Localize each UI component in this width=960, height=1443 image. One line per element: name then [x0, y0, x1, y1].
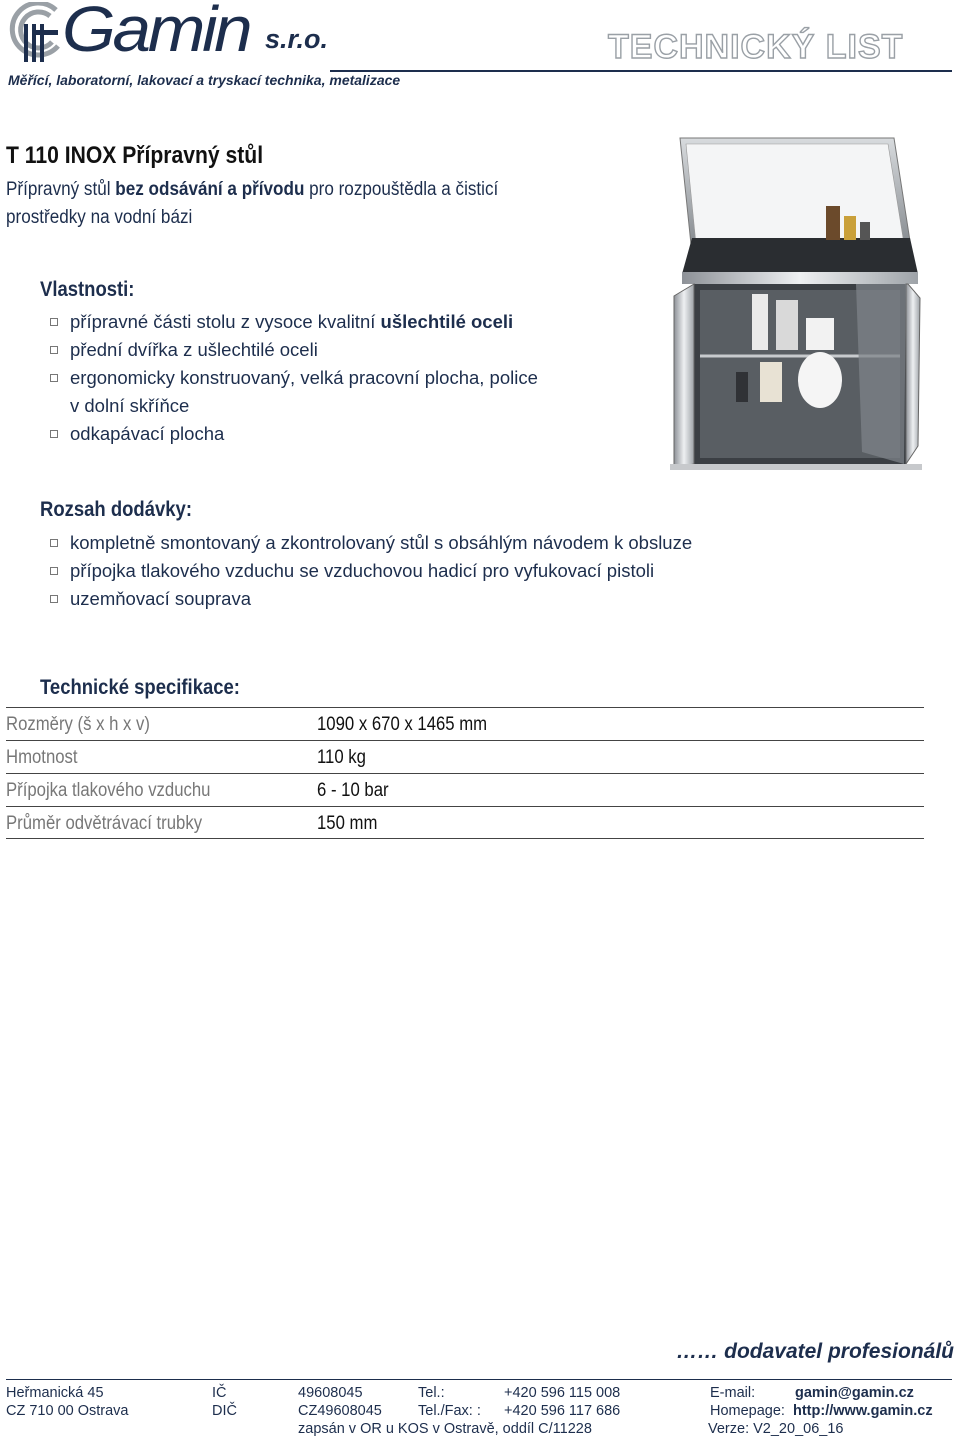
footer-fax: +420 596 117 686 — [504, 1403, 621, 1419]
footer-tel-label: Tel.: — [418, 1385, 445, 1401]
footer-fax-label: Tel./Fax: : — [418, 1403, 481, 1419]
delivery-list — [48, 529, 692, 613]
list-item — [48, 420, 538, 448]
footer-email-link[interactable]: gamin@gamin.cz — [795, 1385, 914, 1401]
table-row — [6, 806, 924, 839]
list-item — [48, 364, 538, 392]
spec-label: Průměr odvětrávací trubky — [6, 813, 203, 834]
delivery-text: přípojka tlakového vzduchu se vzduchovou hadicí pro vyfukovací pistoli — [70, 560, 655, 581]
subtitle-pre: Přípravný stůl — [6, 179, 116, 200]
table-row — [6, 773, 924, 806]
footer-dic-label: DIČ — [212, 1403, 237, 1419]
list-item — [48, 529, 692, 557]
footer-tel: +420 596 115 008 — [504, 1385, 621, 1401]
spec-value: 6 - 10 bar — [317, 780, 389, 801]
footer-dic: CZ49608045 — [298, 1403, 382, 1419]
footer-web-label: Homepage: — [710, 1403, 785, 1419]
list-item — [48, 585, 692, 613]
subtitle-bold: bez odsávání a přívodu — [115, 179, 305, 200]
bullet-icon — [50, 595, 58, 603]
subtitle-post: pro rozpouštědla a čisticí prostředky na vodní bázi — [6, 179, 499, 228]
spec-table — [6, 707, 924, 839]
spec-value: 1090 x 670 x 1465 mm — [317, 714, 488, 735]
feature-text: ergonomicky konstruovaný, velká pracovní plocha, police — [70, 367, 538, 388]
company-tagline: Měřící, laboratorní, lakovací a tryskací technika, metalizace — [8, 72, 401, 88]
bullet-icon — [50, 430, 58, 438]
footer-divider — [6, 1379, 952, 1380]
brand-name: Gamin — [62, 0, 250, 65]
list-item — [48, 336, 538, 364]
footer-version: Verze: V2_20_06_16 — [708, 1421, 844, 1437]
header-divider — [330, 70, 952, 72]
list-item — [48, 557, 692, 585]
spec-value: 110 kg — [317, 747, 366, 768]
product-title: T 110 INOX Přípravný stůl — [6, 142, 264, 169]
footer-email-label: E-mail: — [710, 1385, 756, 1401]
footer-city: CZ 710 00 Ostrava — [6, 1403, 129, 1419]
footer-ic-label: IČ — [212, 1385, 227, 1401]
footer-registry: zapsán v OR u KOS v Ostravě, oddíl C/11228 — [298, 1421, 592, 1437]
bullet-icon — [50, 374, 58, 382]
gamin-logo-icon — [6, 2, 64, 66]
list-item — [48, 308, 538, 336]
features-heading: Vlastnosti: — [40, 278, 135, 301]
spec-label: Hmotnost — [6, 747, 78, 768]
feature-text-bold: ušlechtilé oceli — [380, 311, 514, 332]
bullet-icon — [50, 567, 58, 575]
feature-text: přípravné části stolu z vysoce kvalitní — [70, 311, 381, 332]
brand-suffix: s.r.o. — [265, 24, 329, 54]
feature-text: odkapávací plocha — [70, 423, 225, 444]
product-photo — [656, 134, 922, 492]
feature-text: v dolní skříňce — [70, 395, 190, 416]
spec-value: 150 mm — [317, 813, 378, 834]
delivery-text: kompletně smontovaný a zkontrolovaný stůl s obsáhlým návodem k obsluze — [70, 532, 693, 553]
footer-ic: 49608045 — [298, 1385, 363, 1401]
list-item-continuation — [48, 392, 538, 420]
bullet-icon — [50, 539, 58, 547]
table-row — [6, 740, 924, 773]
spec-label: Přípojka tlakového vzduchu — [6, 780, 211, 801]
document-type: TECHNICKÝ LIST — [608, 28, 904, 66]
product-subtitle — [6, 176, 546, 232]
delivery-heading: Rozsah dodávky: — [40, 498, 192, 521]
features-list — [48, 308, 538, 448]
spec-label: Rozměry (š x h x v) — [6, 714, 150, 735]
company-slogan: …… dodavatel profesionálů — [676, 1340, 954, 1363]
footer-street: Heřmanická 45 — [6, 1385, 104, 1401]
table-row — [6, 707, 924, 740]
bullet-icon — [50, 318, 58, 326]
specs-heading: Technické specifikace: — [40, 676, 240, 699]
delivery-text: uzemňovací souprava — [70, 588, 251, 609]
footer-web-link[interactable]: http://www.gamin.cz — [793, 1403, 933, 1419]
feature-text: přední dvířka z ušlechtilé oceli — [70, 339, 318, 360]
bullet-icon — [50, 346, 58, 354]
